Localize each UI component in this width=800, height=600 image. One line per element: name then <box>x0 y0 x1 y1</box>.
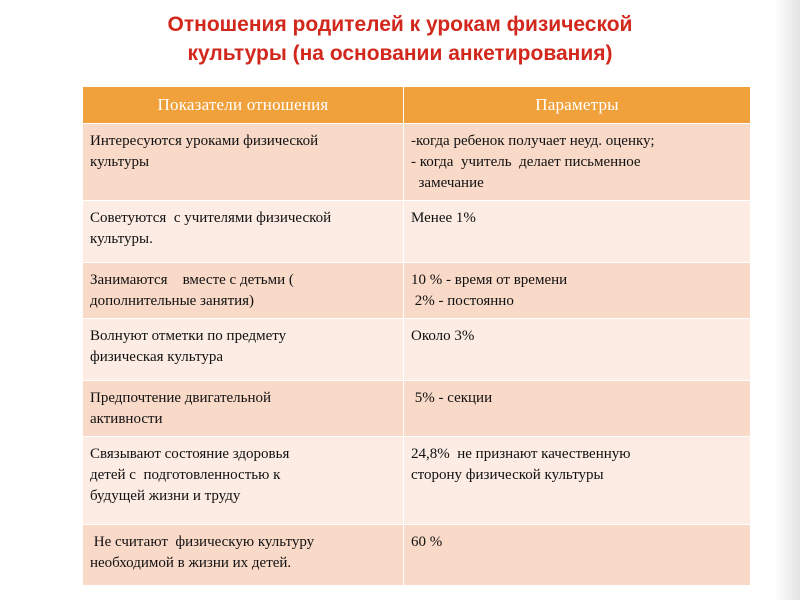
cell-line: Волнуют отметки по предмету <box>90 328 287 344</box>
cell-line: Менее 1% <box>411 210 476 226</box>
cell-line: физическая культура <box>90 349 223 365</box>
indicator-cell <box>83 437 404 525</box>
indicator-cell <box>83 319 404 381</box>
cell-line: Предпочтение двигательной <box>90 390 272 406</box>
header-parameters: Параметры <box>404 87 751 124</box>
parameter-cell <box>404 124 751 201</box>
indicator-cell <box>83 263 404 319</box>
cell-line: -когда ребенок получает неуд. оценку; <box>411 133 655 149</box>
parameter-cell <box>404 319 751 381</box>
indicator-cell <box>83 381 404 437</box>
cell-line: активности <box>90 411 163 427</box>
cell-line: 24,8% не признают качественную <box>411 446 631 462</box>
cell-line: Не считают физическую культуру <box>90 534 315 550</box>
survey-table <box>82 86 751 586</box>
cell-line: культуры <box>90 154 150 170</box>
cell-line: замечание <box>411 175 484 191</box>
table-row <box>83 525 751 586</box>
parameter-cell <box>404 381 751 437</box>
header-indicators: Показатели отношения <box>83 87 404 124</box>
cell-line: 60 % <box>411 534 443 550</box>
cell-line: культуры. <box>90 231 153 247</box>
slide-title-line-1: Отношения родителей к урокам физической <box>167 13 633 36</box>
table-row <box>83 201 751 263</box>
table-row <box>83 437 751 525</box>
cell-line: 2% - постоянно <box>411 293 514 309</box>
table-row <box>83 319 751 381</box>
table-row <box>83 263 751 319</box>
cell-line: 10 % - время от времени <box>411 272 568 288</box>
cell-line: необходимой в жизни их детей. <box>90 555 292 571</box>
cell-line: Интересуются уроками физической <box>90 133 319 149</box>
cell-line: Советуются с учителями физической <box>90 210 332 226</box>
parameter-cell <box>404 263 751 319</box>
table-row <box>83 124 751 201</box>
parameter-cell <box>404 201 751 263</box>
cell-line: Около 3% <box>411 328 475 344</box>
table-row <box>83 381 751 437</box>
table-header-row <box>83 87 751 124</box>
cell-line: Связывают состояние здоровья <box>90 446 290 462</box>
cell-line: детей с подготовленностью к <box>90 467 281 483</box>
cell-line: сторону физической культуры <box>411 467 604 483</box>
cell-line: будущей жизни и труду <box>90 488 241 504</box>
slide-title-line-2: культуры (на основании анкетирования) <box>187 42 613 65</box>
indicator-cell <box>83 525 404 586</box>
cell-line: дополнительные занятия) <box>90 293 255 309</box>
slide-title <box>0 10 800 68</box>
indicator-cell <box>83 124 404 201</box>
cell-line: Занимаются вместе с детьми ( <box>90 272 294 288</box>
indicator-cell <box>83 201 404 263</box>
cell-line: 5% - секции <box>411 390 493 406</box>
cell-line: - когда учитель делает письменное <box>411 154 641 170</box>
parameter-cell <box>404 437 751 525</box>
parameter-cell <box>404 525 751 586</box>
slide-edge-shadow <box>774 0 800 600</box>
